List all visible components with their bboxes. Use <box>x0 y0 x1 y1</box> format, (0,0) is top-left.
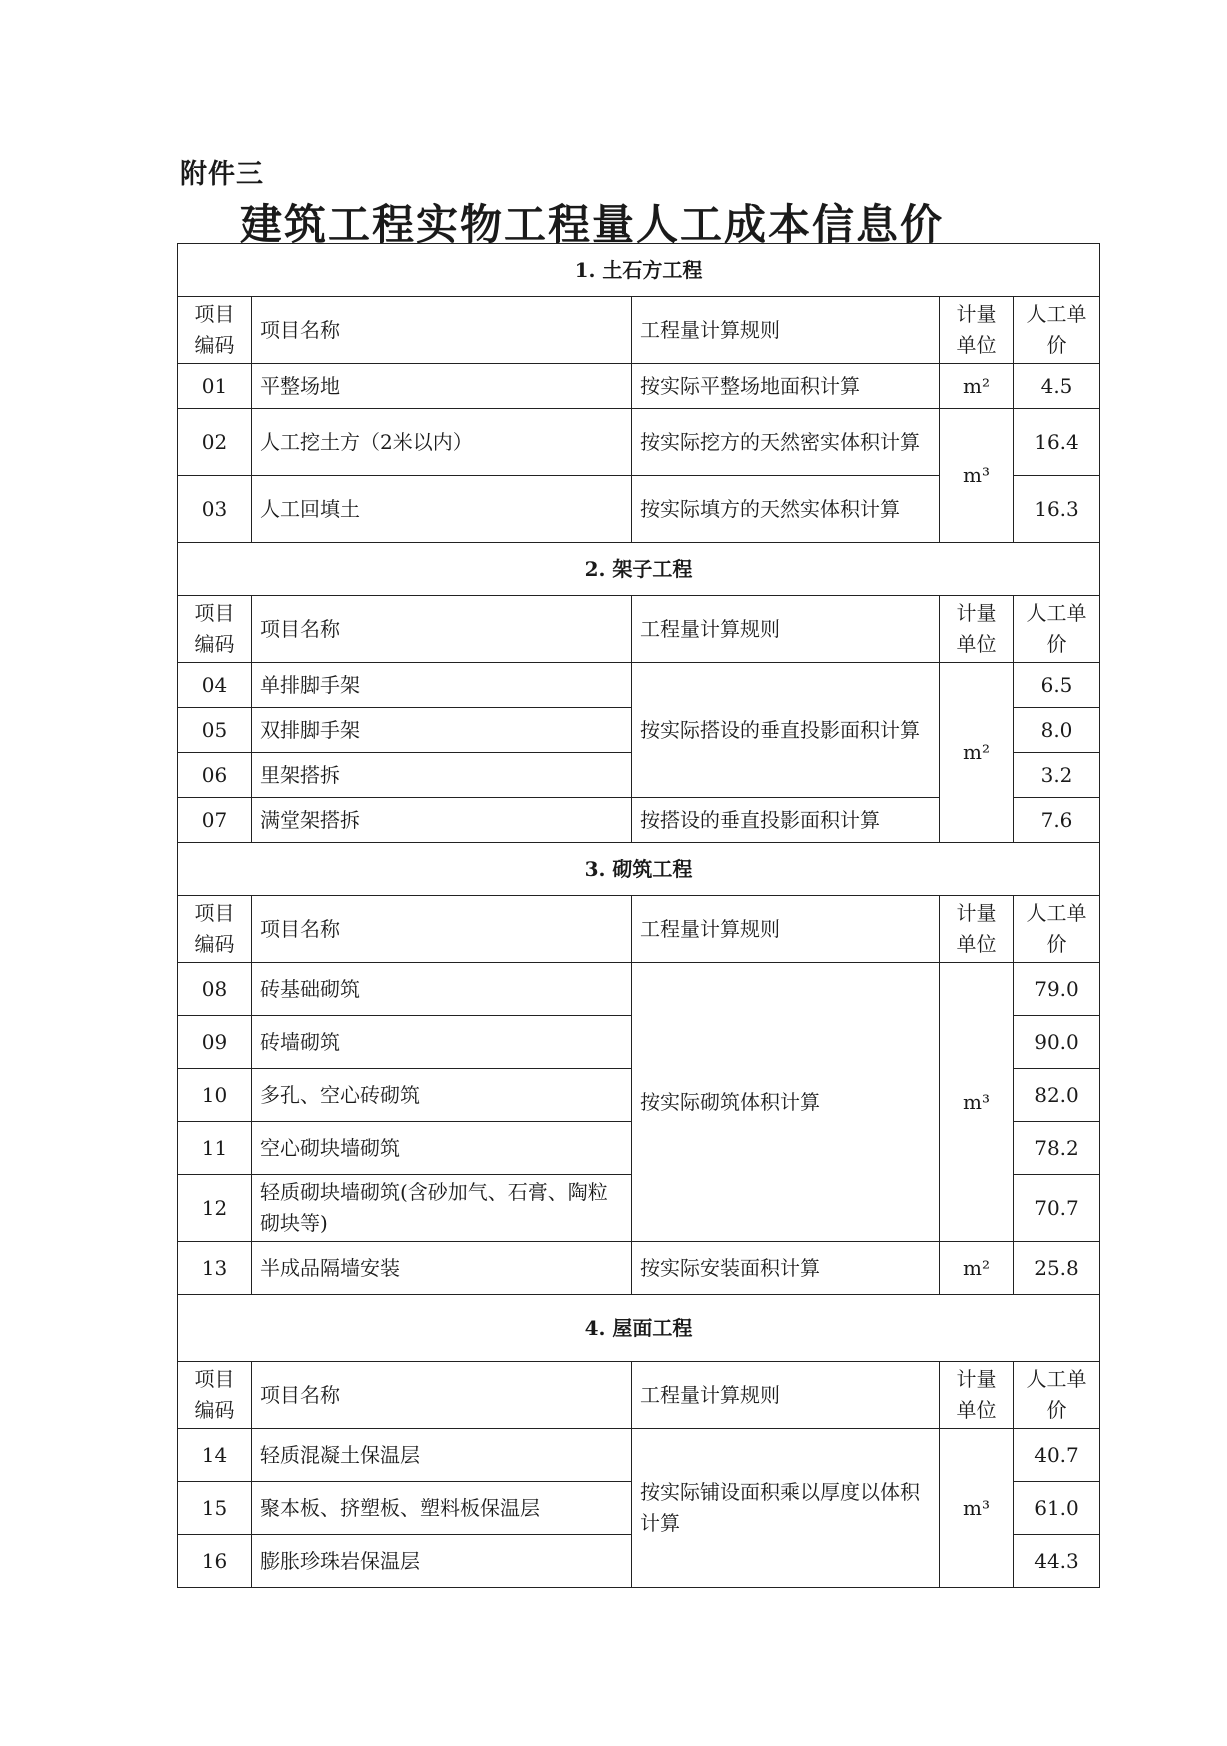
item-name: 满堂架搭拆 <box>252 798 632 843</box>
table-row <box>178 409 1100 476</box>
item-price: 70.7 <box>1014 1175 1100 1242</box>
item-name: 多孔、空心砖砌筑 <box>252 1069 632 1122</box>
item-price: 78.2 <box>1014 1122 1100 1175</box>
item-price: 4.5 <box>1014 364 1100 409</box>
item-code: 08 <box>178 963 252 1016</box>
item-code: 04 <box>178 663 252 708</box>
item-code: 07 <box>178 798 252 843</box>
item-name: 膨胀珍珠岩保温层 <box>252 1535 632 1588</box>
item-code: 01 <box>178 364 252 409</box>
section-header <box>178 843 1100 896</box>
table-row <box>178 963 1100 1016</box>
item-code: 05 <box>178 708 252 753</box>
item-unit: m² <box>940 663 1014 843</box>
col-code-header: 项目编码 <box>178 896 252 963</box>
col-name-header: 项目名称 <box>252 596 632 663</box>
col-unit-header: 计量单位 <box>940 297 1014 364</box>
item-price: 82.0 <box>1014 1069 1100 1122</box>
item-rule: 按实际挖方的天然密实体积计算 <box>632 409 940 476</box>
item-name: 双排脚手架 <box>252 708 632 753</box>
item-unit: m³ <box>940 409 1014 543</box>
table-row <box>178 1429 1100 1482</box>
item-code: 06 <box>178 753 252 798</box>
item-price: 90.0 <box>1014 1016 1100 1069</box>
item-code: 13 <box>178 1242 252 1295</box>
item-unit: m² <box>940 364 1014 409</box>
item-name: 人工挖土方（2米以内） <box>252 409 632 476</box>
item-price: 8.0 <box>1014 708 1100 753</box>
item-name: 轻质混凝土保温层 <box>252 1429 632 1482</box>
item-code: 03 <box>178 476 252 543</box>
document-title: 建筑工程实物工程量人工成本信息价 <box>240 200 945 249</box>
item-name: 砖基础砌筑 <box>252 963 632 1016</box>
cost-table <box>177 243 1100 1588</box>
col-code-header: 项目编码 <box>178 1362 252 1429</box>
col-price-header: 人工单价 <box>1014 596 1100 663</box>
item-code: 14 <box>178 1429 252 1482</box>
col-unit-header: 计量单位 <box>940 896 1014 963</box>
column-header-row <box>178 896 1100 963</box>
item-name: 轻质砌块墙砌筑(含砂加气、石膏、陶粒砌块等) <box>252 1175 632 1242</box>
item-rule: 按实际搭设的垂直投影面积计算 <box>632 663 940 798</box>
section-title: 2. 架子工程 <box>178 543 1100 596</box>
item-price: 16.4 <box>1014 409 1100 476</box>
item-code: 16 <box>178 1535 252 1588</box>
item-rule: 按实际填方的天然实体积计算 <box>632 476 940 543</box>
item-code: 15 <box>178 1482 252 1535</box>
item-rule: 按搭设的垂直投影面积计算 <box>632 798 940 843</box>
item-price: 79.0 <box>1014 963 1100 1016</box>
col-price-header: 人工单价 <box>1014 297 1100 364</box>
section-title: 1. 土石方工程 <box>178 244 1100 297</box>
table-row <box>178 663 1100 708</box>
item-unit: m³ <box>940 963 1014 1242</box>
column-header-row <box>178 596 1100 663</box>
item-code: 02 <box>178 409 252 476</box>
item-name: 平整场地 <box>252 364 632 409</box>
section-title: 4. 屋面工程 <box>178 1295 1100 1362</box>
attachment-label: 附件三 <box>180 159 264 190</box>
item-name: 单排脚手架 <box>252 663 632 708</box>
item-unit: m² <box>940 1242 1014 1295</box>
item-code: 10 <box>178 1069 252 1122</box>
item-price: 44.3 <box>1014 1535 1100 1588</box>
item-rule: 按实际平整场地面积计算 <box>632 364 940 409</box>
item-price: 16.3 <box>1014 476 1100 543</box>
table-row <box>178 1242 1100 1295</box>
col-price-header: 人工单价 <box>1014 896 1100 963</box>
col-rule-header: 工程量计算规则 <box>632 297 940 364</box>
col-name-header: 项目名称 <box>252 297 632 364</box>
item-rule: 按实际铺设面积乘以厚度以体积计算 <box>632 1429 940 1588</box>
item-price: 61.0 <box>1014 1482 1100 1535</box>
item-price: 3.2 <box>1014 753 1100 798</box>
col-rule-header: 工程量计算规则 <box>632 596 940 663</box>
col-unit-header: 计量单位 <box>940 596 1014 663</box>
col-unit-header: 计量单位 <box>940 1362 1014 1429</box>
item-name: 半成品隔墙安装 <box>252 1242 632 1295</box>
section-header <box>178 1295 1100 1362</box>
item-name: 砖墙砌筑 <box>252 1016 632 1069</box>
section-header <box>178 543 1100 596</box>
section-title: 3. 砌筑工程 <box>178 843 1100 896</box>
item-name: 人工回填土 <box>252 476 632 543</box>
item-name: 空心砌块墙砌筑 <box>252 1122 632 1175</box>
section-header <box>178 244 1100 297</box>
col-rule-header: 工程量计算规则 <box>632 896 940 963</box>
item-name: 聚本板、挤塑板、塑料板保温层 <box>252 1482 632 1535</box>
item-code: 12 <box>178 1175 252 1242</box>
item-price: 7.6 <box>1014 798 1100 843</box>
column-header-row <box>178 297 1100 364</box>
col-code-header: 项目编码 <box>178 297 252 364</box>
col-code-header: 项目编码 <box>178 596 252 663</box>
table-row <box>178 364 1100 409</box>
item-code: 09 <box>178 1016 252 1069</box>
column-header-row <box>178 1362 1100 1429</box>
col-price-header: 人工单价 <box>1014 1362 1100 1429</box>
col-name-header: 项目名称 <box>252 896 632 963</box>
item-rule: 按实际安装面积计算 <box>632 1242 940 1295</box>
col-name-header: 项目名称 <box>252 1362 632 1429</box>
item-price: 40.7 <box>1014 1429 1100 1482</box>
item-code: 11 <box>178 1122 252 1175</box>
item-price: 25.8 <box>1014 1242 1100 1295</box>
col-rule-header: 工程量计算规则 <box>632 1362 940 1429</box>
item-rule: 按实际砌筑体积计算 <box>632 963 940 1242</box>
item-name: 里架搭拆 <box>252 753 632 798</box>
item-unit: m³ <box>940 1429 1014 1588</box>
item-price: 6.5 <box>1014 663 1100 708</box>
